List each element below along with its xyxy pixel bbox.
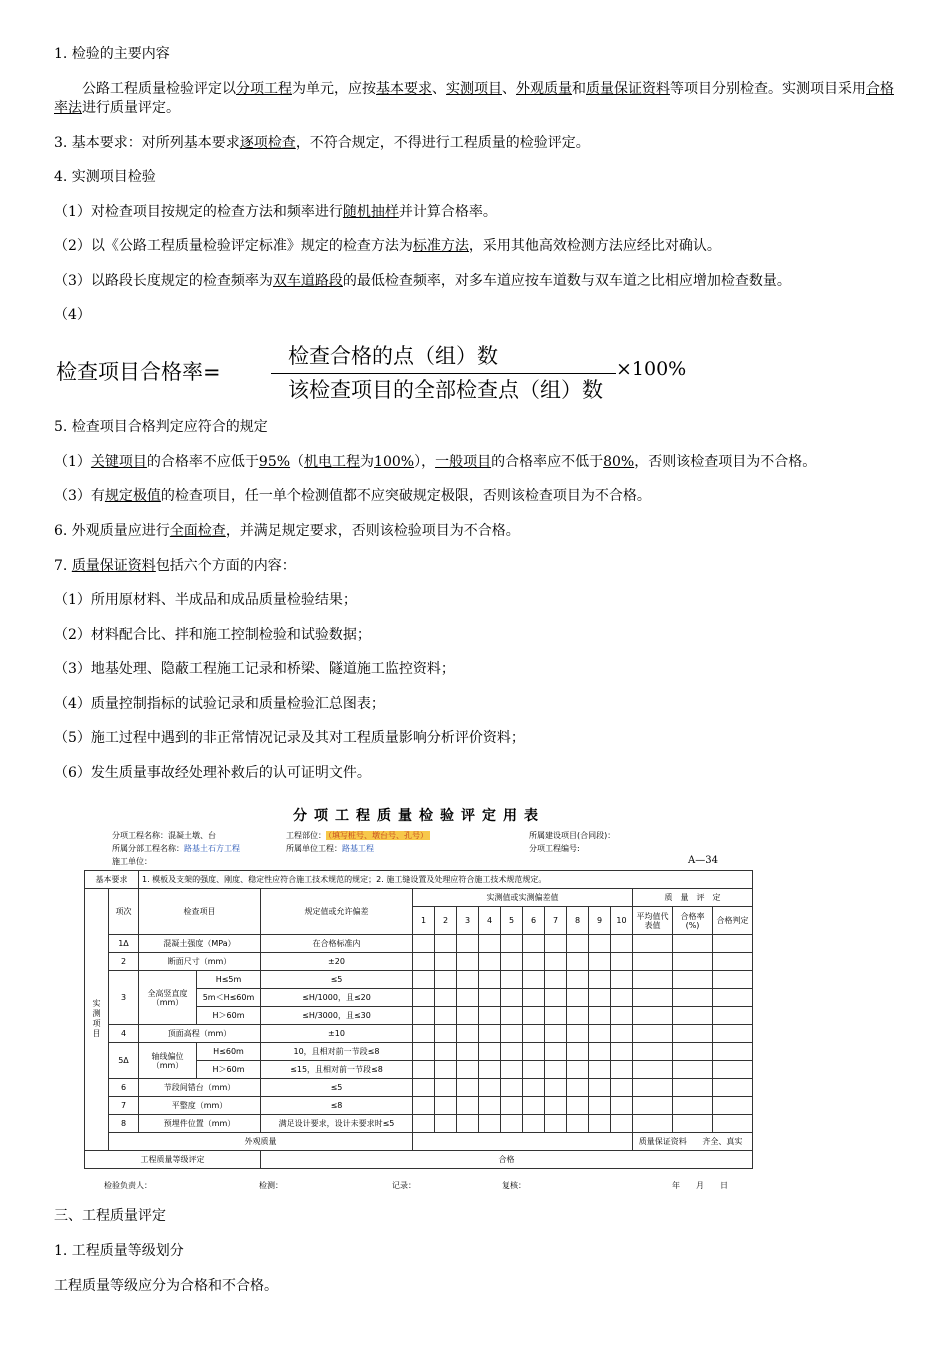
section-3-main-heading: 三、工程质量评定	[54, 1208, 166, 1224]
qa-item: （6）发生质量事故经处理补救后的认可证明文件。	[54, 765, 371, 781]
table-row	[85, 953, 753, 971]
section-4-item-4: （4）	[54, 307, 91, 323]
form-meta-part: 工程部位： （填写桩号、墩台号、孔号）	[286, 831, 428, 840]
table-row	[85, 1025, 753, 1043]
row-sub: H≤5m	[197, 971, 261, 989]
header-item: 检查项目	[139, 889, 261, 935]
section-4-item-1: （1）对检查项目按规定的检查方法和频率进行随机抽样并计算合格率。	[54, 204, 497, 220]
row-spec: ≤5	[261, 1079, 413, 1097]
row-spec: ≤5	[261, 971, 413, 989]
section-4-heading: 4. 实测项目检验	[54, 169, 156, 185]
section-label: 实测项目	[85, 889, 109, 1151]
header-avg: 平均值代表值	[633, 907, 673, 935]
row-item: 断面尺寸（mm）	[139, 953, 261, 971]
row-item: 混凝土强度（MPa）	[139, 935, 261, 953]
formula-numerator: 检查合格的点（组）数	[288, 344, 498, 368]
section-6-text: 6. 外观质量应进行全面检查，并满足规定要求，否则该检验项目为不合格。	[54, 523, 520, 539]
header-seq: 项次	[109, 889, 139, 935]
grade-division-heading: 1. 工程质量等级划分	[54, 1243, 184, 1259]
grade-division-text: 工程质量等级应分为合格和不合格。	[54, 1278, 278, 1294]
row-sub: H＞60m	[197, 1061, 261, 1079]
row-seq: 6	[109, 1079, 139, 1097]
col-header: 7	[545, 907, 567, 935]
footer-check: 检测：	[259, 1181, 283, 1190]
row-item: 预埋件位置（mm）	[139, 1115, 261, 1133]
col-header: 2	[435, 907, 457, 935]
evaluation-table	[84, 870, 753, 1169]
table-row	[85, 971, 753, 989]
row-sub: H≤60m	[197, 1043, 261, 1061]
header-measured: 实测值或实测偏差值	[413, 889, 633, 907]
header-rate: 合格率(%)	[673, 907, 713, 935]
form-meta-subitem: 分项工程名称：混凝土墩、台	[112, 831, 216, 840]
form-meta-project: 所属建设项目(合同段)：	[529, 831, 616, 840]
row-sub: 5m＜H≤60m	[197, 989, 261, 1007]
row-item: 全高竖直度（mm）	[139, 971, 197, 1025]
footer-inspector: 检验负责人：	[104, 1181, 152, 1190]
footer-date: 年 月 日	[672, 1181, 728, 1190]
table-row	[85, 1079, 753, 1097]
header-quality: 质 量 评 定	[633, 889, 753, 907]
qa-item: （3）地基处理、隐蔽工程施工记录和桥梁、隧道施工监控资料；	[54, 661, 455, 677]
col-header: 3	[457, 907, 479, 935]
col-header: 5	[501, 907, 523, 935]
table-row	[85, 1043, 753, 1061]
appearance-label: 外观质量	[109, 1133, 413, 1151]
row-item: 顶面高程（mm）	[139, 1025, 261, 1043]
form-meta-branch: 所属分部工程名称：路基土石方工程	[112, 844, 240, 853]
formula-lhs: 检查项目合格率=	[56, 360, 221, 384]
row-spec: 满足设计要求，设计未要求时≤5	[261, 1115, 413, 1133]
section-3-text: 3. 基本要求：对所列基本要求逐项检查，不符合规定，不得进行工程质量的检验评定。	[54, 135, 590, 151]
table-row	[85, 1097, 753, 1115]
row-spec: ±10	[261, 1025, 413, 1043]
row-spec: ≤15，且相对前一节段≤8	[261, 1061, 413, 1079]
basic-req-text: 1. 模板及支架的强度、刚度、稳定性应符合施工技术规范的规定；2. 施工缝设置及处理应符合施工技术规范规定。	[139, 871, 753, 889]
row-seq: 7	[109, 1097, 139, 1115]
form-title: 分项工程质量检验评定用表	[293, 808, 545, 824]
col-header: 10	[611, 907, 633, 935]
section-5-item-3: （3）有规定极值的检查项目，任一单个检测值都不应突破规定极限，否则该检查项目为不合格。	[54, 488, 651, 504]
footer-review: 复核：	[502, 1181, 526, 1190]
grade-value: 合格	[261, 1151, 753, 1169]
row-spec: ≤H/3000，且≤30	[261, 1007, 413, 1025]
qa-label: 质量保证资料	[638, 1137, 687, 1146]
row-sub: H＞60m	[197, 1007, 261, 1025]
qa-item: （2）材料配合比、拌和施工控制检验和试验数据；	[54, 627, 371, 643]
form-meta-contractor: 施工单位：	[112, 857, 152, 866]
section-7-heading: 7. 质量保证资料包括六个方面的内容：	[54, 558, 296, 574]
basic-req-label: 基本要求	[85, 871, 139, 889]
col-header: 9	[589, 907, 611, 935]
qa-item: （1）所用原材料、半成品和成品质量检验结果；	[54, 592, 357, 608]
table-row	[85, 935, 753, 953]
header-judge: 合格判定	[713, 907, 753, 935]
section-5-heading: 5. 检查项目合格判定应符合的规定	[54, 419, 268, 435]
col-header: 4	[479, 907, 501, 935]
row-seq: 1Δ	[109, 935, 139, 953]
form-number: A—34	[688, 855, 718, 866]
section-4-item-3: （3）以路段长度规定的检查频率为双车道路段的最低检查频率，对多车道应按车道数与双车道之比相应增加检查数量。	[54, 273, 791, 289]
header-spec: 规定值或允许偏差	[261, 889, 413, 935]
row-spec: ≤H/1000，且≤20	[261, 989, 413, 1007]
formula-multiplier: ×100%	[616, 358, 687, 380]
col-header: 1	[413, 907, 435, 935]
section-5-item-1: （1）关键项目的合格率不应低于95%（机电工程为100%），一般项目的合格率应不低于80%，否则该检查项目为不合格。	[54, 454, 817, 470]
row-spec: ≤8	[261, 1097, 413, 1115]
row-spec: 10，且相对前一节段≤8	[261, 1043, 413, 1061]
section-1-paragraph: 公路工程质量检验评定以分项工程为单元，应按基本要求、实测项目、外观质量和质量保证资料等项目分别检查。实测项目采用合格率法进行质量评定。	[54, 81, 894, 116]
row-seq: 3	[109, 971, 139, 1025]
grade-label: 工程质量等级评定	[85, 1151, 261, 1169]
section-4-item-2: （2）以《公路工程质量检验评定标准》规定的检查方法为标准方法，采用其他高效检测方法应经比对确认。	[54, 238, 721, 254]
row-spec: ±20	[261, 953, 413, 971]
qa-item: （5）施工过程中遇到的非正常情况记录及其对工程质量影响分析评价资料；	[54, 730, 525, 746]
footer-record: 记录：	[392, 1181, 416, 1190]
quality-evaluation-form	[84, 800, 754, 1192]
row-item: 平整度（mm）	[139, 1097, 261, 1115]
row-item: 节段间错台（mm）	[139, 1079, 261, 1097]
formula-denominator: 该检查项目的全部检查点（组）数	[288, 378, 603, 402]
table-row	[85, 1115, 753, 1133]
row-seq: 5Δ	[109, 1043, 139, 1079]
col-header: 8	[567, 907, 589, 935]
row-item: 轴线偏位（mm）	[139, 1043, 197, 1079]
col-header: 6	[523, 907, 545, 935]
form-meta-code: 分项工程编号:	[529, 844, 580, 853]
row-spec: 在合格标准内	[261, 935, 413, 953]
qa-value: 齐全、真实	[702, 1137, 743, 1146]
pass-rate-formula	[56, 340, 687, 406]
qa-item: （4）质量控制指标的试验记录和质量检验汇总图表；	[54, 696, 385, 712]
row-seq: 2	[109, 953, 139, 971]
form-meta-unit: 所属单位工程：路基工程	[286, 844, 374, 853]
row-seq: 4	[109, 1025, 139, 1043]
row-seq: 8	[109, 1115, 139, 1133]
section-1-heading: 1. 检验的主要内容	[54, 46, 170, 62]
